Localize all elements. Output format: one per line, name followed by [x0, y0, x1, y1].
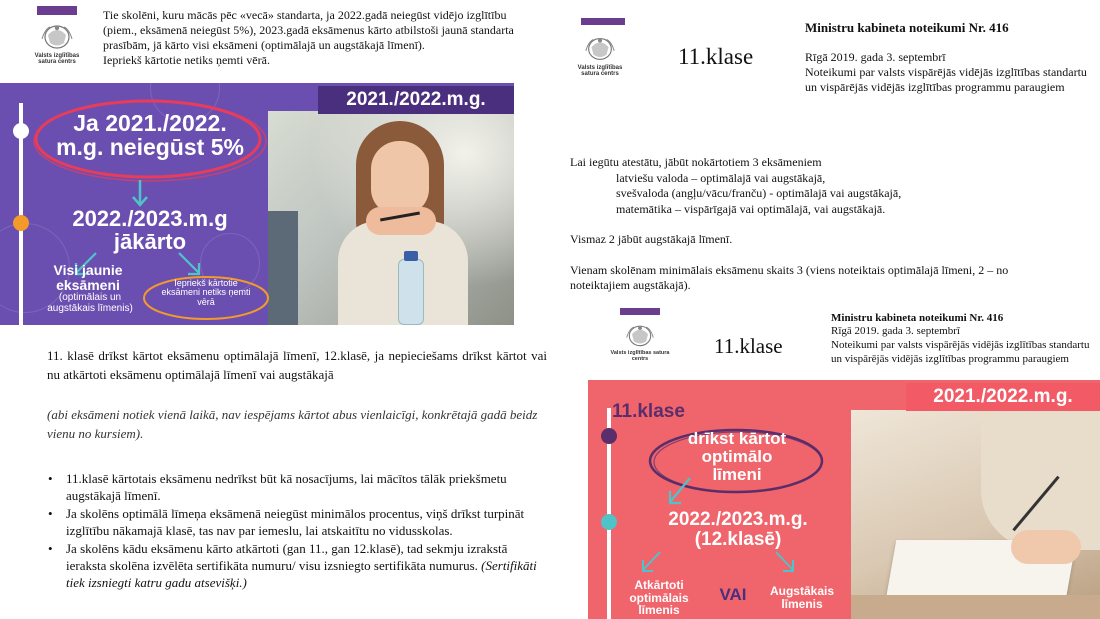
min-exam-count: Vienam skolēnam minimālais eksāmenu skaits 3 (viens noteiktais optimālajā līmeni, 2 – no noteiktajiem augstākajā). — [570, 262, 1009, 292]
timeline-dot-2 — [601, 514, 617, 530]
logo-bar — [581, 18, 625, 25]
year-badge: 2021./2022.m.g. — [906, 383, 1100, 411]
exam-foreign-language: svešvaloda (angļu/vācu/franču) - optimālajā vai augstākajā, — [616, 186, 902, 200]
regulation-meta — [831, 324, 1096, 366]
pink-slide — [588, 380, 1100, 619]
exam-math: matemātika – vispārīgajā vai optimālajā, vai augstākajā. — [616, 201, 886, 216]
coat-of-arms-icon — [624, 321, 656, 349]
list-item: • Ja skolēns optimālā līmeņa eksāmenā neiegūst minimālos procentus, viņš drīkst turpināt izglītību nākamajā klasē, tas nav par iemeslu, lai atskaitītu no vidusskolas. — [46, 505, 551, 539]
year-badge: 2021./2022.m.g. — [318, 86, 514, 114]
previous-not-counted-text: Iepriekš kārtotie netiks ņemti vērā. — [103, 53, 270, 67]
arrow-left-icon — [638, 550, 664, 576]
regulation-title: Ministru kabineta noteikumi Nr. 416 — [805, 20, 1009, 35]
coat-of-arms-icon — [39, 21, 75, 51]
headline-line-1: Ja 2021./2022. — [73, 110, 227, 136]
pink-grade: 11.klase — [612, 401, 685, 422]
headline — [40, 111, 260, 159]
regulation-name: Noteikumi par valsts vispārējās vidējās izglītības standartu un vispārējās vidējās izglītības programmu paraugiem — [831, 339, 1090, 365]
list-item — [46, 540, 551, 591]
arrow-right-icon — [772, 550, 798, 576]
student-photo — [268, 111, 514, 325]
logo-bar — [37, 6, 77, 15]
grade-heading-bottom: 11.klase — [714, 334, 783, 358]
arrow-down-left-icon — [664, 476, 694, 508]
purple-slide — [0, 83, 514, 325]
rules-list — [46, 470, 551, 592]
next-year-label: 2022./2023.m.g — [72, 206, 228, 231]
may-take-line-3: līmeni — [712, 464, 762, 484]
bottom-italic-note: (abi eksāmeni notiek vienā laikā, nav iespējams kārtot abus vienlaicīgi, konkrētajā gadā beidz vienu no kursiem). — [47, 407, 538, 441]
all-new-title: Visi jaunie eksāmeni — [53, 262, 123, 293]
headline-line-2: m.g. neiegūst 5% — [56, 134, 244, 161]
logo-name: Valsts izglītības satura centrs — [577, 65, 623, 78]
must-retake-label: jākārto — [113, 229, 187, 255]
next-year — [40, 207, 260, 253]
next-grade-label: (12.klasē) — [694, 528, 782, 550]
timeline-dot-2 — [13, 215, 29, 231]
retake-optimal: Atkārtoti optimālais līmenis — [629, 578, 689, 618]
grade-heading-top: 11.klase — [678, 44, 754, 69]
list-item: • 11.klasē kārtotais eksāmenu nedrīkst būt kā nosacījums, lai mācītos tālāk priekšmetu augstākajā līmenī. — [46, 470, 551, 504]
or-label: VAI — [719, 585, 747, 604]
regulation-title: Ministru kabineta noteikumi Nr. 416 — [831, 312, 1004, 324]
writing-photo — [851, 410, 1100, 619]
may-take-line-2: optimālo — [701, 446, 773, 466]
vise-logo-top-right — [570, 18, 630, 78]
regulation-meta — [805, 50, 1095, 95]
min-higher-level: Vismaz 2 jābūt augstākajā līmenī. — [570, 232, 733, 246]
logo-name: Valsts izglītības satura centrs — [34, 53, 80, 66]
vise-logo-top-left — [28, 6, 86, 66]
previous-not-counted-note: Iepriekš kārtotie eksāmeni netiks ņemti vērā — [161, 278, 251, 307]
regulation-date: Rīgā 2019. gada 3. septembrī — [805, 50, 946, 64]
coat-of-arms-icon — [583, 33, 617, 63]
intro-paragraph — [103, 8, 523, 68]
higher-level: Augstākais līmenis — [769, 584, 835, 611]
next-year — [628, 510, 848, 550]
list-item-text: Ja skolēns kādu eksāmenu kārto atkārtoti (gan 11., gan 12.klasē), tad sekmju izrakstā ieraksta skolēna izvēlēta sertifikāta numuru/ visu izsniegto sertifikāta numurus. — [66, 541, 508, 573]
vise-logo-bottom-right — [610, 308, 670, 363]
requirements — [570, 155, 1090, 294]
exam-latvian: latviešu valoda – optimālajā vai augstākajā, — [616, 170, 826, 185]
next-year-label: 2022./2023.m.g. — [668, 509, 808, 530]
requirement-intro: Lai iegūtu atestātu, jābūt nokārtotiem 3 eksāmeniem — [570, 155, 822, 169]
list-item-italic: (Sertifikāti tiek izsniegti katru gadu atsevišķi.) — [66, 558, 537, 590]
bottom-intro: 11. klasē drīkst kārtot eksāmenu optimālajā līmenī, 12.klasē, ja nepieciešams drīkst kārtot vai nu atkārtoti eksāmenu optimālajā līmenī vai augstākajā — [47, 348, 547, 382]
logo-bar — [620, 308, 660, 315]
may-take-line-1: drīkst kārtot — [687, 429, 787, 448]
regulation-date: Rīgā 2019. gada 3. septembrī — [831, 325, 960, 337]
timeline-dot-1 — [601, 428, 617, 444]
all-new-sub: (optimālais un augstākais līmenis) — [47, 292, 133, 314]
timeline-dot-1 — [13, 123, 29, 139]
logo-name: Valsts izglītības satura centrs — [610, 350, 670, 362]
regulation-name: Noteikumi par valsts vispārējās vidējās izglītības standartu un vispārējās vidējās izglītības programmu paraugiem — [805, 65, 1087, 94]
old-standard-text: Tie skolēni, kuru mācās pēc «vecā» standarta, ja 2022.gadā neiegūst vidējo izglītību (piem., eksāmenā neiegūst 5%), 2023.gadā eksāmenus kārto atbilstoši jaunā standarta prasībām, jā kārto visi eksāmeni (optimālajā un augstākajā līmenī). — [103, 8, 514, 52]
